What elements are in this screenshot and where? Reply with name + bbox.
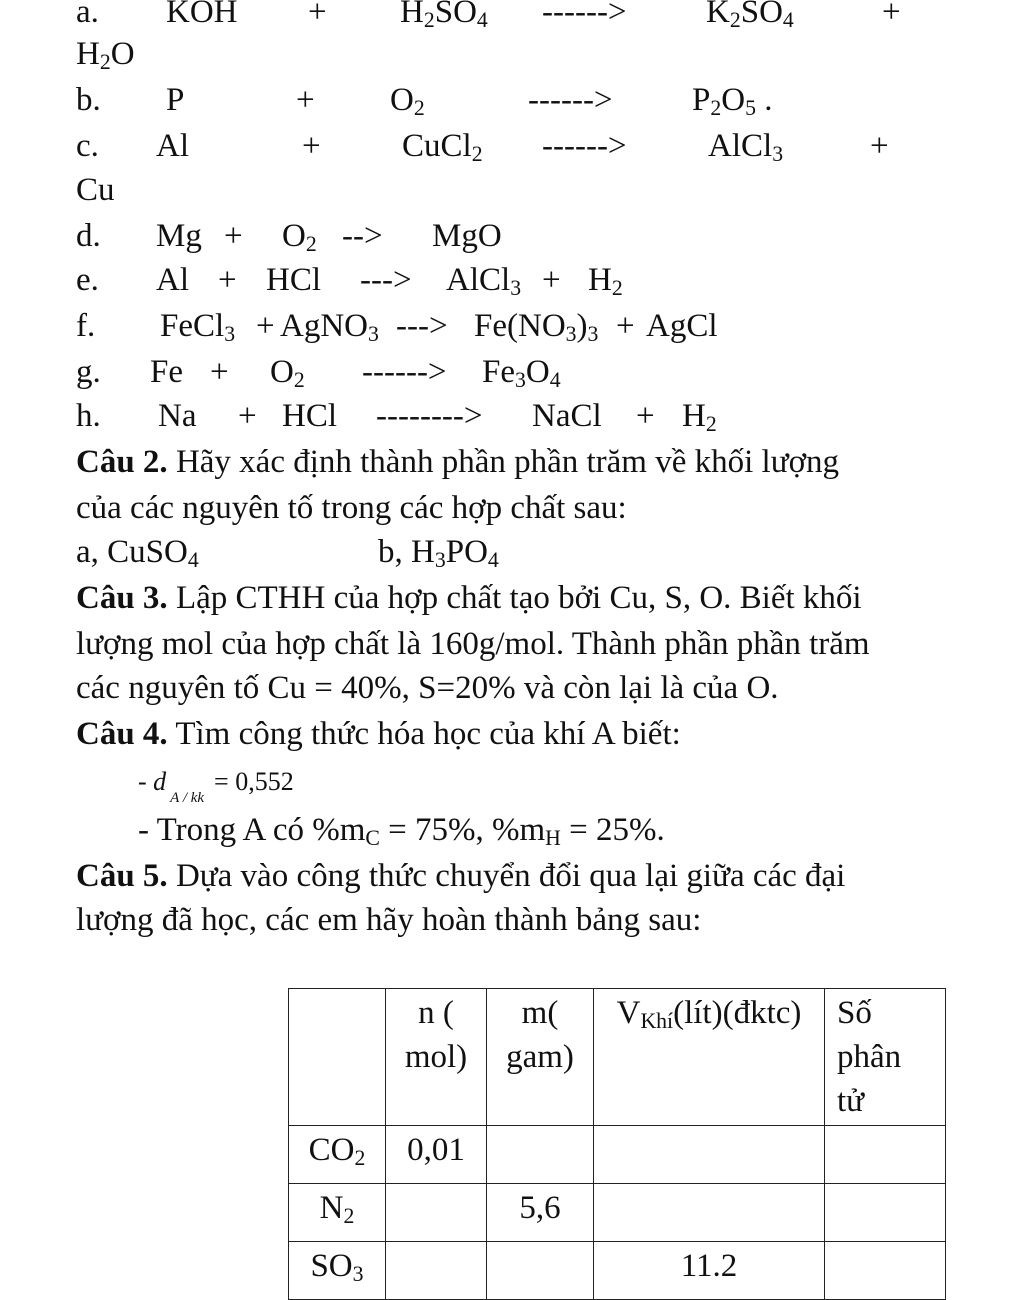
arrow: ------> (362, 354, 447, 390)
eq-label: c. (76, 128, 99, 164)
reactant-1: Al (156, 262, 189, 298)
table-row (289, 1242, 946, 1300)
eq-label: g. (76, 354, 101, 390)
table-header-row (289, 989, 946, 1126)
plus-sign: + (882, 0, 901, 30)
cell-v (594, 1184, 825, 1242)
product-1: AlCl$_3$ (708, 128, 784, 166)
question-text: của các nguyên tố trong các hợp chất sau: (76, 490, 627, 526)
row-label: $SO_3$ (289, 1242, 386, 1300)
cau5-line1 (76, 856, 845, 896)
cell-n (386, 1184, 487, 1242)
reactant-2: $O_2$ (270, 354, 305, 392)
arrow: ------> (542, 128, 627, 164)
reactant-2: $O_2$ (282, 218, 317, 256)
item-a: a, CuSO$_4$ (76, 534, 199, 572)
density-subscript: A / kk (170, 790, 205, 806)
eq-label: b. (76, 82, 101, 118)
reactant-1: Fe (150, 354, 183, 390)
product-1: $Fe(NO_3)_3$ (474, 308, 599, 346)
product-2: $H_2O$ (76, 36, 135, 74)
cau3-line3 (76, 668, 779, 708)
plus-sign: + (256, 308, 275, 344)
reactant-1: KOH (166, 0, 238, 30)
plus-sign: + (302, 128, 321, 164)
product-2: $H_2$ (682, 398, 717, 436)
plus-sign: + (636, 398, 655, 434)
density-value: = 0,552 (214, 767, 294, 796)
table-row (289, 1184, 946, 1242)
eq-label: f. (76, 308, 96, 344)
row-label: $N_2$ (289, 1184, 386, 1242)
equation-g (76, 352, 976, 392)
plus-sign: + (218, 262, 237, 298)
eq-label: a. (76, 0, 99, 30)
cell-m: 5,6 (487, 1184, 594, 1242)
equation-d (76, 216, 976, 256)
product-1: $Fe_3O_4$ (482, 354, 561, 392)
reactant-2: AgNO$_3$ (280, 308, 379, 346)
product-2: AgCl (646, 308, 718, 344)
plus-sign: + (542, 262, 561, 298)
equation-e (76, 260, 976, 300)
header-n: n ( mol) (386, 989, 487, 1126)
table-row (289, 1126, 946, 1184)
reactant-1: FeCl$_3$ (160, 308, 236, 346)
cell-n (386, 1242, 487, 1300)
equation-f (76, 306, 976, 346)
reactant-2: $O_2$ (390, 82, 425, 120)
equation-a (76, 0, 976, 32)
density-symbol: - d (138, 767, 167, 796)
plus-sign: + (616, 308, 635, 344)
cell-m (487, 1126, 594, 1184)
row-label: $CO_2$ (289, 1126, 386, 1184)
question-heading: Câu 3. (76, 580, 168, 616)
question-text: Dựa vào công thức chuyển đổi qua lại giữa các đại (167, 858, 846, 894)
cell-so (825, 1126, 946, 1184)
cell-n: 0,01 (386, 1126, 487, 1184)
cell-m (487, 1242, 594, 1300)
reactant-1: Na (158, 398, 197, 434)
arrow: ---> (360, 262, 412, 298)
header-v: $V_{Khí}(lít)(đktc)$ (594, 989, 825, 1126)
plus-sign: + (308, 0, 327, 30)
reactant-2: $H_2SO_4$ (400, 0, 488, 32)
product-1: AlCl$_3$ (446, 262, 522, 300)
equation-a-cont (76, 34, 135, 74)
question-text: lượng đã học, các em hãy hoàn thành bảng sau: (76, 902, 702, 938)
plus-sign: + (210, 354, 229, 390)
item-b: b, $H_3PO_4$ (378, 534, 499, 572)
reactant-2: HCl (282, 398, 338, 434)
cell-v (594, 1126, 825, 1184)
reactant-2: CuCl$_2$ (402, 128, 483, 166)
question-heading: Câu 4. (76, 716, 168, 752)
reactant-1: P (166, 82, 185, 118)
equation-c (76, 126, 976, 166)
cau2-line1 (76, 442, 839, 482)
cau4-line1 (76, 714, 681, 754)
arrow: ------> (528, 82, 613, 118)
arrow: ------> (542, 0, 627, 30)
conversion-table (288, 988, 946, 1300)
question-text: các nguyên tố Cu = 40%, S=20% và còn lại là của O. (76, 670, 779, 706)
question-text: Lập CTHH của hợp chất tạo bởi Cu, S, O. Biết khối (167, 580, 862, 616)
equation-b (76, 80, 976, 120)
cell-so (825, 1184, 946, 1242)
plus-sign: + (870, 128, 889, 164)
question-text: Tìm công thức hóa học của khí A biết: (167, 716, 681, 752)
equation-c-cont (76, 170, 115, 210)
cau3-line1 (76, 578, 862, 618)
reactant-1: Al (156, 128, 189, 164)
question-heading: Câu 2. (76, 444, 168, 480)
plus-sign: + (296, 82, 315, 118)
product-1: NaCl (532, 398, 602, 434)
cell-v: 11.2 (594, 1242, 825, 1300)
cau4-cond2: - Trong A có $\%m_C = 75\%$, $\%m_H = 25\%$. (138, 812, 665, 850)
plus-sign: + (224, 218, 243, 254)
cau5-line2 (76, 900, 701, 940)
cau2-line2 (76, 488, 627, 528)
cau3-line2 (76, 624, 870, 664)
reactant-2: HCl (266, 262, 322, 298)
question-heading: Câu 5. (76, 858, 168, 894)
eq-label: h. (76, 398, 101, 434)
cell-so (825, 1242, 946, 1300)
eq-label: d. (76, 218, 101, 254)
product-1: $P_2O_5$ . (692, 82, 773, 120)
question-text: lượng mol của hợp chất là 160g/mol. Thành phần phần trăm (76, 626, 870, 662)
reactant-1: Mg (156, 218, 202, 254)
product-1: MgO (432, 218, 502, 254)
product-2: Cu (76, 172, 115, 208)
equation-h (76, 396, 976, 436)
arrow: ---> (396, 308, 448, 344)
header-so-phan-tu: Số phân tử (825, 989, 946, 1126)
plus-sign: + (238, 398, 257, 434)
question-text: Hãy xác định thành phần phần trăm về khối lượng (167, 444, 840, 480)
product-2: $H_2$ (588, 262, 623, 300)
product-1: $K_2SO_4$ (706, 0, 794, 32)
header-m: m( gam) (487, 989, 594, 1126)
arrow: --> (342, 218, 383, 254)
header-blank (289, 989, 386, 1126)
arrow: --------> (376, 398, 483, 434)
cau2-items (76, 532, 976, 572)
eq-label: e. (76, 262, 99, 298)
cau4-cond1 (138, 760, 294, 806)
